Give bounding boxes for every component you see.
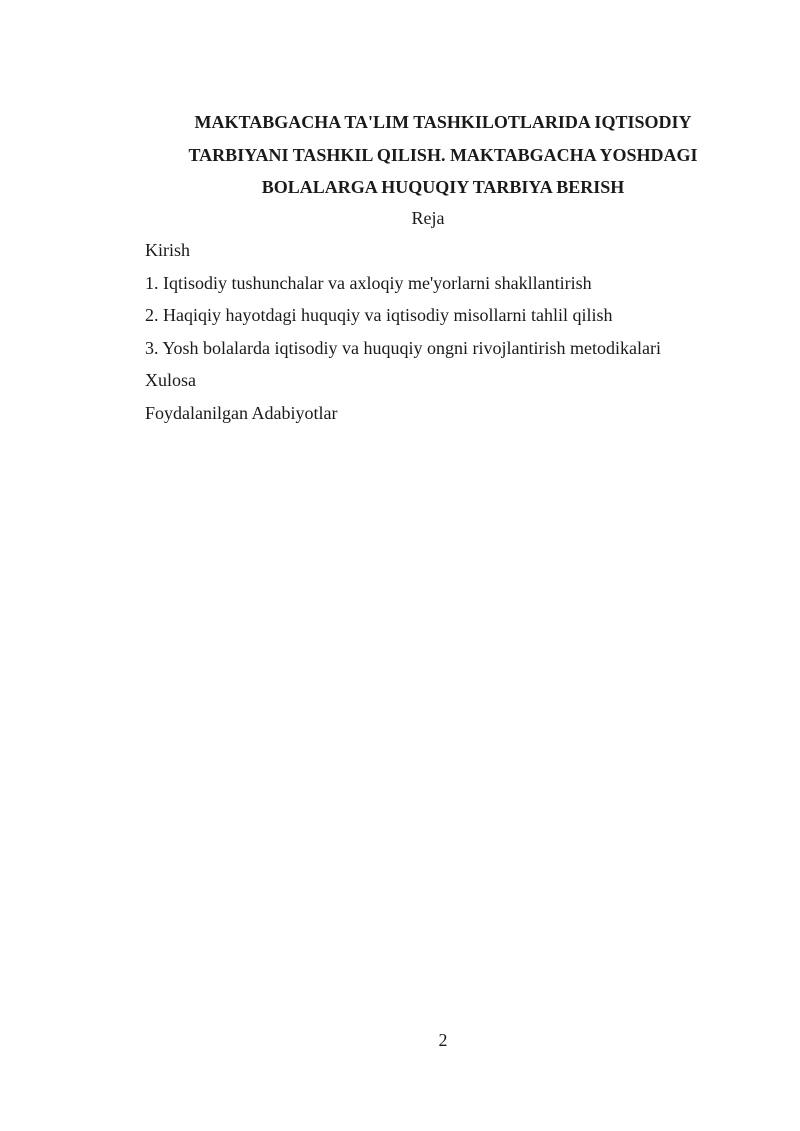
plan-item-1: 1. Iqtisodiy tushunchalar va axloqiy me'yorlarni shakllantirish <box>145 272 592 293</box>
plan-list <box>145 236 661 432</box>
plan-heading: Reja <box>411 208 445 228</box>
title-line-1: MAKTABGACHA TA'LIM TASHKILOTLARIDA IQTISODIY <box>194 112 692 132</box>
plan-item-references: Foydalanilgan Adabiyotlar <box>145 402 338 423</box>
title-line-2: TARBIYANI TASHKIL QILISH. MAKTABGACHA YOSHDAGI <box>188 144 698 165</box>
plan-item-3: 3. Yosh bolalarda iqtisodiy va huquqiy ongni rivojlantirish metodikalari <box>145 337 661 358</box>
plan-item-2: 2. Haqiqiy hayotdagi huquqiy va iqtisodiy misollarni tahlil qilish <box>145 305 613 326</box>
plan-item-introduction: Kirish <box>145 240 190 260</box>
page-number: 2 <box>438 1030 448 1050</box>
title-line-3: BOLALARGA HUQUQIY TARBIYA BERISH <box>261 177 625 197</box>
document-title <box>145 106 741 204</box>
plan-item-conclusion: Xulosa <box>145 370 196 391</box>
